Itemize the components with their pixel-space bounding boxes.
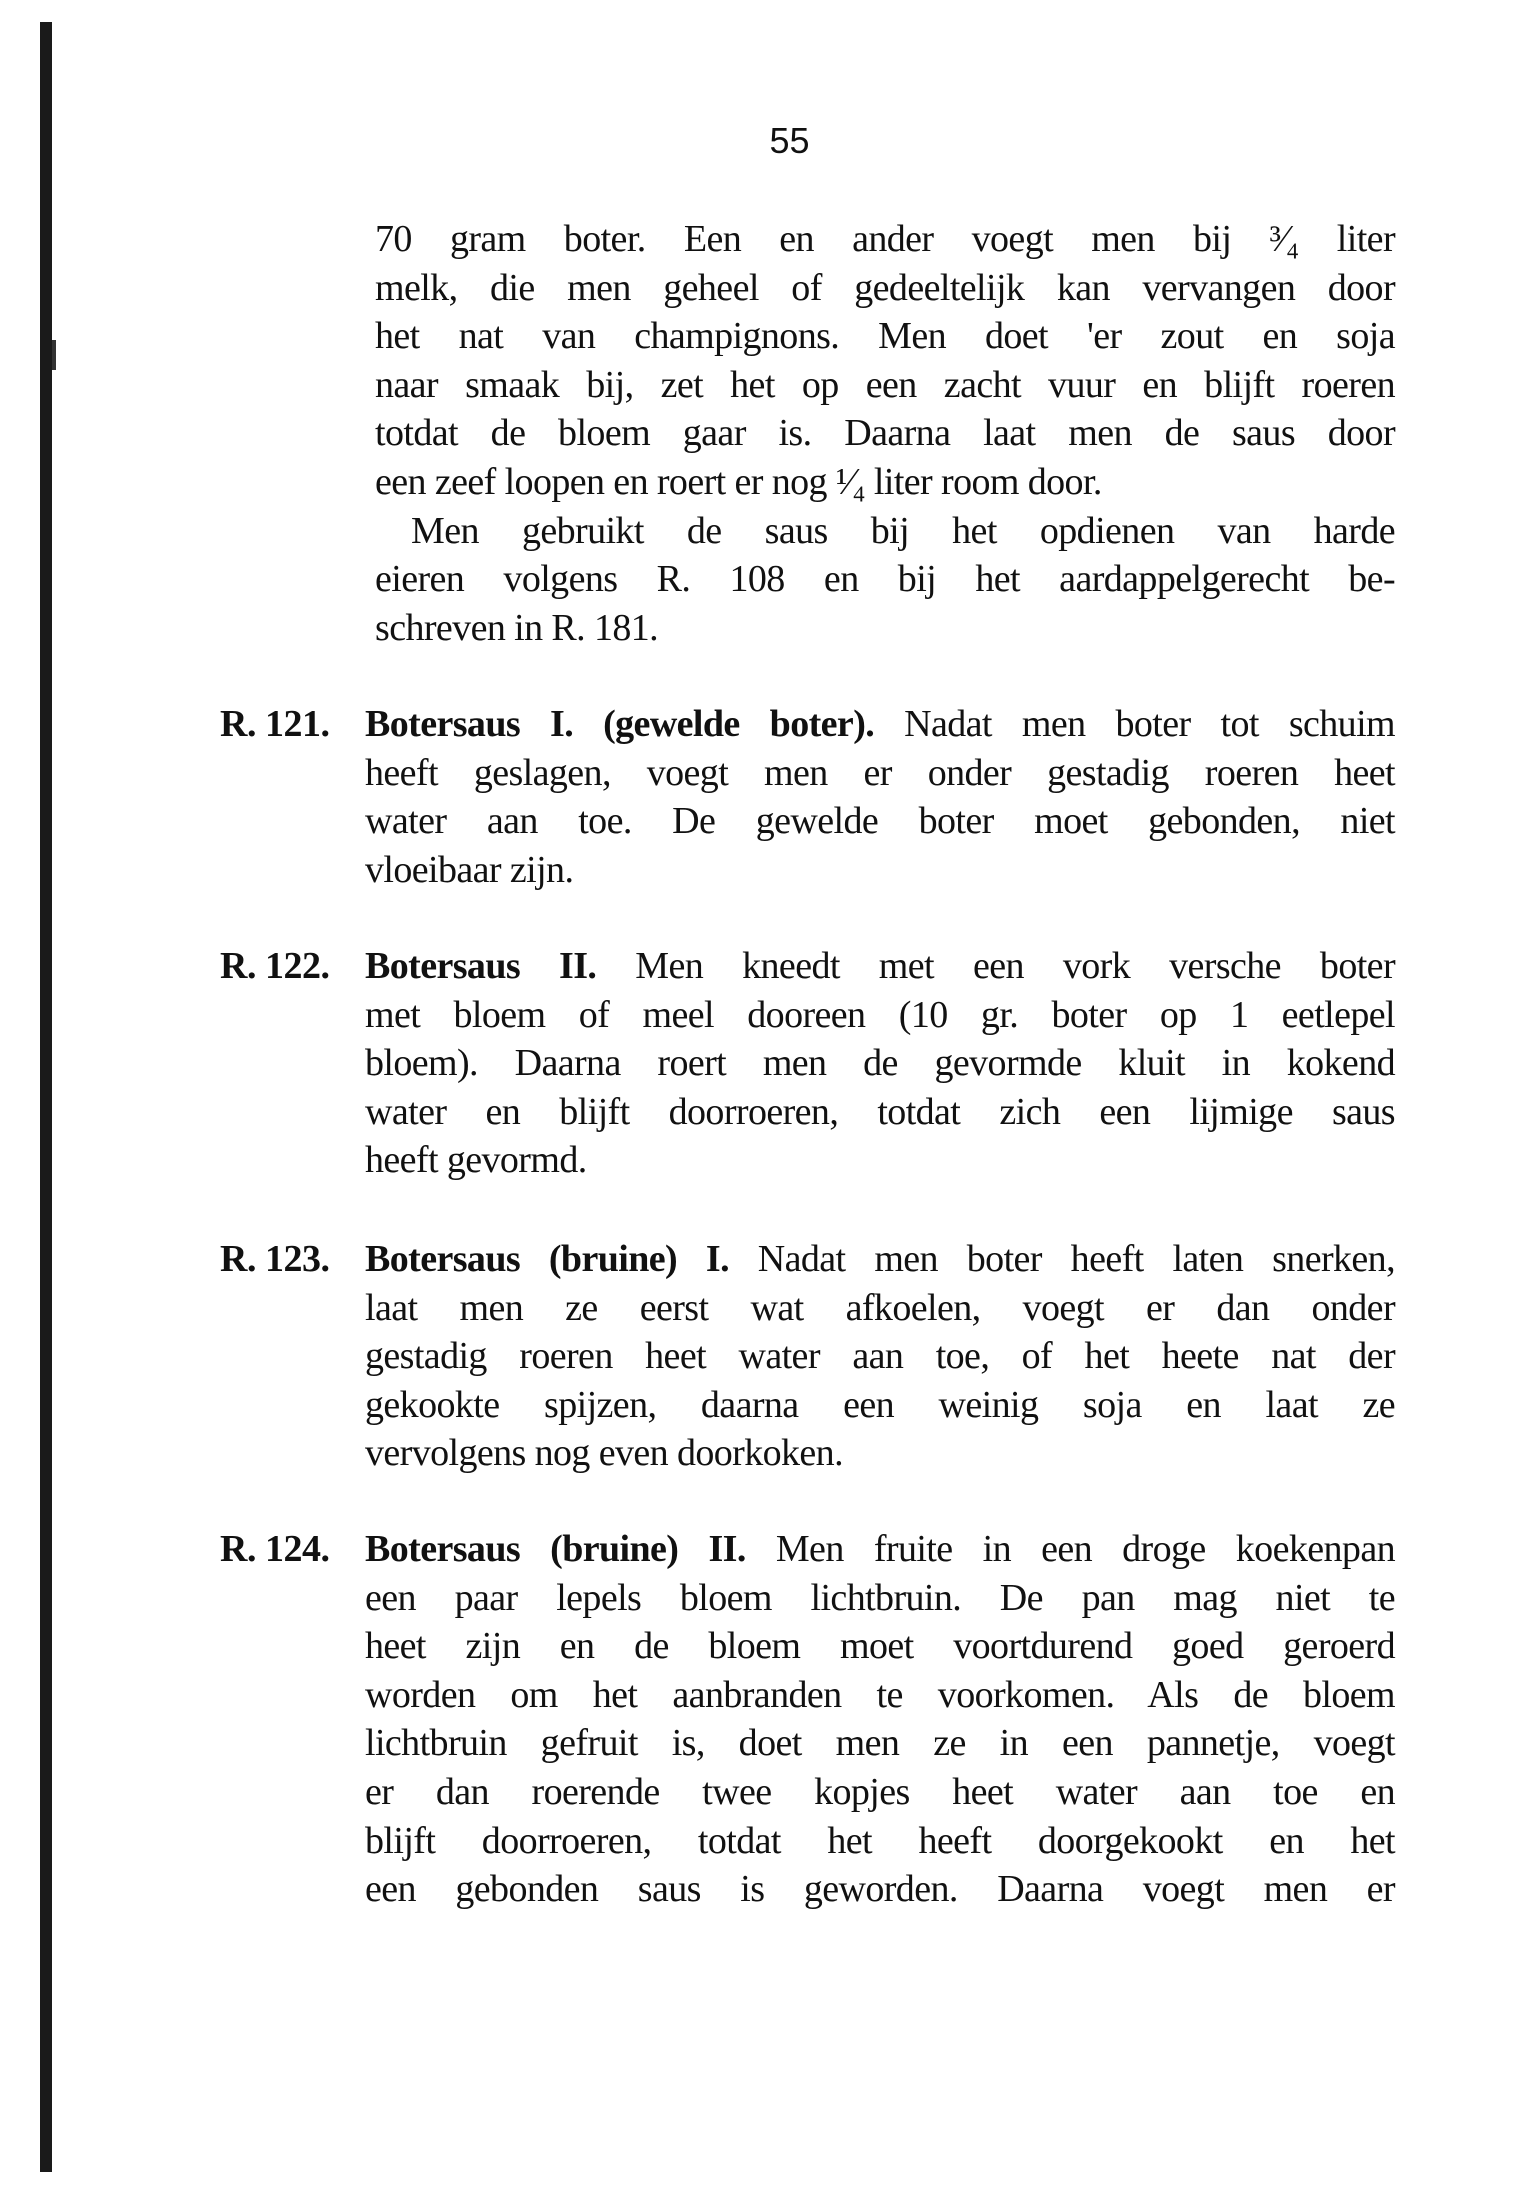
text-span: Men kneedt met een vork versche boter xyxy=(596,945,1396,987)
text-line: naar smaak bij, zet het op een zacht vuur en blijft roeren xyxy=(375,363,1395,406)
text-line: melk, die men geheel of gedeeltelijk kan vervangen door xyxy=(375,266,1395,309)
recipe-number: R. 123. xyxy=(220,1238,330,1280)
text-line: gekookte spijzen, daarna een weinig soja en laat ze xyxy=(365,1383,1395,1426)
text-line: totdat de bloem gaar is. Daarna laat men de saus door xyxy=(375,412,1395,455)
text-span: Men fruite in een droge koekenpan xyxy=(745,1528,1395,1570)
text-line: vloeibaar zijn. xyxy=(365,848,574,891)
text-line: vervolgens nog even doorkoken. xyxy=(365,1432,843,1475)
recipe-entry xyxy=(365,1235,1395,1478)
text-line: 70 gram boter. Een en ander voegt men bij ³⁄₄ liter xyxy=(375,218,1395,260)
text-line: blijft doorroeren, totdat het heeft doorgekookt en het xyxy=(365,1819,1395,1862)
text-line: worden om het aanbranden te voorkomen. Als de bloem xyxy=(365,1673,1395,1716)
recipe-entry xyxy=(365,1525,1395,1914)
text-line: Men gebruikt de saus bij het opdienen van harde xyxy=(411,509,1395,552)
text-line: laat men ze eerst wat afkoelen, voegt er dan onder xyxy=(365,1286,1395,1329)
text-line xyxy=(365,1525,1395,1574)
text-line: eieren volgens R. 108 en bij het aardappelgerecht be- xyxy=(375,558,1395,601)
recipe-title: Botersaus (bruine) II. xyxy=(365,1528,746,1570)
recipe-title: Botersaus I. (gewelde boter). xyxy=(365,703,875,745)
text-line: lichtbruin gefruit is, doet men ze in een pannetje, voegt xyxy=(365,1722,1395,1765)
text-line: een paar lepels bloem lichtbruin. De pan mag niet te xyxy=(365,1576,1395,1619)
text-line: het nat van champignons. Men doet 'er zout en soja xyxy=(375,315,1395,358)
text-line: er dan roerende twee kopjes heet water aan toe en xyxy=(365,1770,1395,1813)
recipe-entry xyxy=(365,942,1395,1185)
recipe-number: R. 124. xyxy=(220,1528,330,1570)
text-line: een zeef loopen en roert er nog ¹⁄₄ liter room door. xyxy=(375,460,1102,503)
scan-mark xyxy=(52,340,56,370)
text-line xyxy=(365,700,1395,749)
text-line: water aan toe. De gewelde boter moet gebonden, niet xyxy=(365,800,1395,843)
scan-binding-edge xyxy=(40,22,52,2172)
recipe-entry xyxy=(365,700,1395,894)
text-line: heet zijn en de bloem moet voortdurend goed geroerd xyxy=(365,1625,1395,1668)
recipe-title: Botersaus II. xyxy=(365,945,597,987)
page-number: 55 xyxy=(769,120,810,161)
text-line xyxy=(365,1235,1395,1284)
recipe-number: R. 121. xyxy=(220,703,330,745)
text-line: gestadig roeren heet water aan toe, of het heete nat der xyxy=(365,1335,1395,1378)
text-line: een gebonden saus is geworden. Daarna voegt men er xyxy=(365,1868,1395,1911)
recipe-number: R. 122. xyxy=(220,945,330,987)
recipe-title: Botersaus (bruine) I. xyxy=(365,1238,729,1280)
text-line: met bloem of meel dooreen (10 gr. boter op 1 eetlepel xyxy=(365,993,1395,1036)
text-line: schreven in R. 181. xyxy=(375,606,659,649)
text-span: Nadat men boter tot schuim xyxy=(874,703,1395,745)
text-line: water en blijft doorroeren, totdat zich een lijmige saus xyxy=(365,1090,1395,1133)
text-span: Nadat men boter heeft laten snerken, xyxy=(728,1238,1395,1280)
text-line: bloem). Daarna roert men de gevormde kluit in kokend xyxy=(365,1042,1395,1085)
text-line xyxy=(365,942,1395,991)
text-line: heeft gevormd. xyxy=(365,1139,587,1182)
continued-paragraph xyxy=(375,215,1395,652)
text-line: heeft geslagen, voegt men er onder gestadig roeren heet xyxy=(365,751,1395,794)
